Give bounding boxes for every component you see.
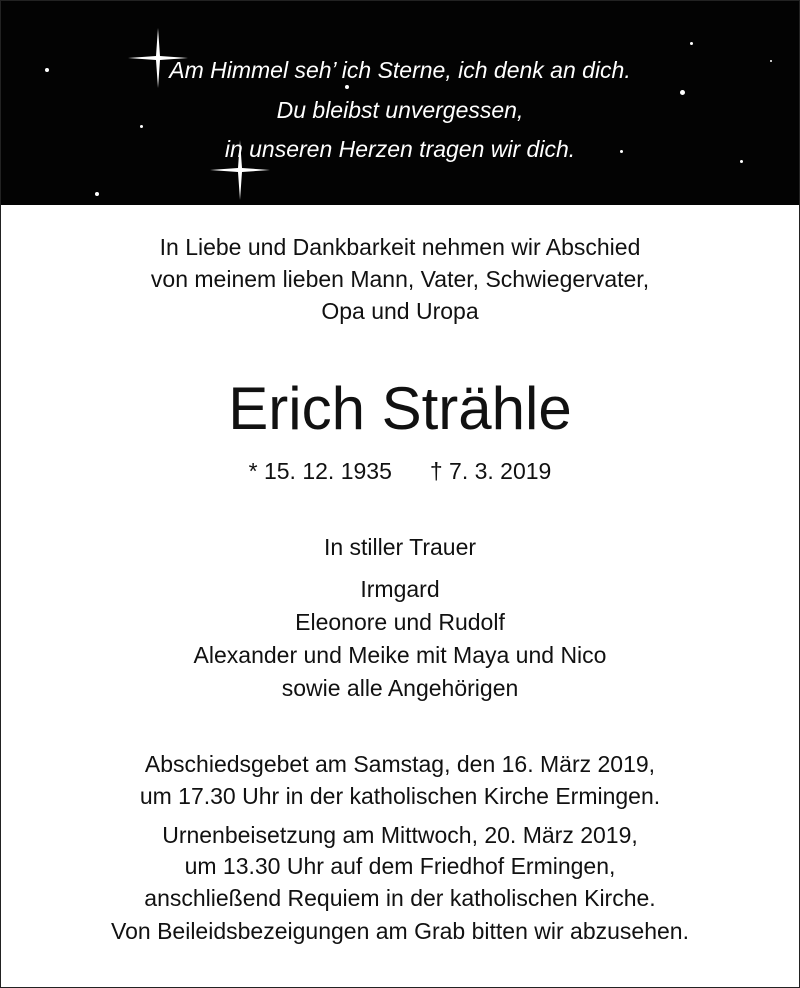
- verse-line: Am Himmel seh’ ich Sterne, ich denk an dich.: [169, 57, 631, 83]
- mourner: Irmgard: [360, 576, 440, 602]
- death-date: † 7. 3. 2019: [429, 458, 552, 484]
- detail-line: um 13.30 Uhr auf dem Friedhof Ermingen,: [184, 853, 616, 879]
- intro-line: von meinem lieben Mann, Vater, Schwiegervater,: [150, 266, 650, 292]
- detail-line: Von Beileidsbezeigungen am Grab bitten wir abzusehen.: [111, 918, 689, 944]
- verse-line: Du bleibst unvergessen,: [276, 97, 524, 123]
- detail-line: anschließend Requiem in der katholischen Kirche.: [144, 885, 656, 911]
- deceased-name: Erich Strähle: [228, 375, 572, 442]
- intro-line: Opa und Uropa: [321, 298, 479, 324]
- mourners-heading: In stiller Trauer: [323, 534, 477, 560]
- birth-date: * 15. 12. 1935: [248, 458, 392, 484]
- detail-line: Abschiedsgebet am Samstag, den 16. März 2019,: [144, 751, 656, 777]
- mourner: Alexander und Meike mit Maya und Nico: [193, 642, 607, 668]
- detail-line: Urnenbeisetzung am Mittwoch, 20. März 2019,: [162, 822, 638, 848]
- mourner: sowie alle Angehörigen: [281, 675, 519, 701]
- verse-line: in unseren Herzen tragen wir dich.: [224, 136, 576, 162]
- intro-line: In Liebe und Dankbarkeit nehmen wir Abschied: [159, 234, 641, 260]
- mourner: Eleonore und Rudolf: [295, 609, 505, 635]
- detail-line: um 17.30 Uhr in der katholischen Kirche Ermingen.: [139, 783, 661, 809]
